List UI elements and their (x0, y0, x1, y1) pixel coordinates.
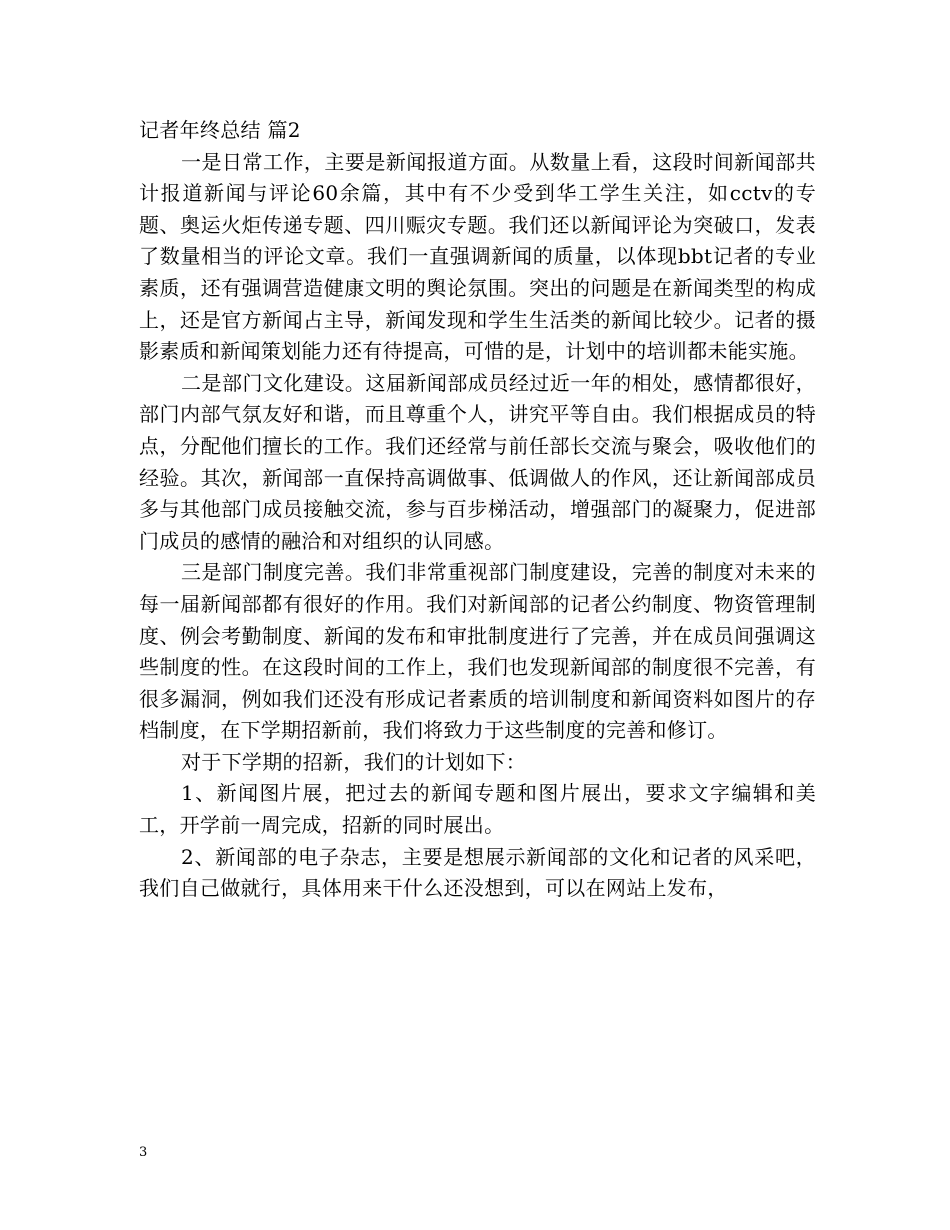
paragraph-recruitment-plan-intro: 对于下学期的招新，我们的计划如下： (181, 749, 527, 774)
paragraph-department-system: 三是部门制度完善。我们非常重视部门制度建设，完善的制度对未来的每一届新闻部都有很好的作用。我们对新闻部的记者公约制度、物资管理制度、例会考勤制度、新闻的发布和审批制度进行了完善，并在成员间强调这些制度的性。在这段时间的工作上，我们也发现新闻部的制度很不完善，有很多漏洞，例如我们还没有形成记者素质的培训制度和新闻资料如图片的存档制度，在下学期招新前，我们将致力于这些制度的完善和修订。 (139, 560, 816, 743)
paragraph-department-culture: 二是部门文化建设。这届新闻部成员经过近一年的相处，感情都很好，部门内部气氛友好和谐，而且尊重个人，讲究平等自由。我们根据成员的特点，分配他们擅长的工作。我们还经常与前任部长交流与聚会，吸收他们的经验。其次，新闻部一直保持高调做事、低调做人的作风，还让新闻部成员多与其他部门成员接触交流，参与百步梯活动，增强部门的凝聚力，促进部门成员的感情的融洽和对组织的认同感。 (139, 370, 816, 553)
paragraph-plan-item-1: 1、新闻图片展，把过去的新闻专题和图片展出，要求文字编辑和美工，开学前一周完成，招新的同时展出。 (139, 781, 816, 838)
document-body (139, 115, 816, 905)
page-number: 3 (139, 1145, 148, 1160)
paragraph-daily-work: 一是日常工作，主要是新闻报道方面。从数量上看，这段时间新闻部共计报道新闻与评论60余篇，其中有不少受到华工学生关注，如cctv的专题、奥运火炬传递专题、四川赈灾专题。我们还以新闻评论为突破口，发表了数量相当的评论文章。我们一直强调新闻的质量，以体现bbt记者的专业素质，还有强调营造健康文明的舆论氛围。突出的问题是在新闻类型的构成上，还是官方新闻占主导，新闻发现和学生生活类的新闻比较少。记者的摄影素质和新闻策划能力还有待提高，可惜的是，计划中的培训都未能实施。 (139, 149, 816, 364)
document-title: 记者年终总结 篇2 (139, 118, 301, 142)
paragraph-plan-item-2: 2、新闻部的电子杂志，主要是想展示新闻部的文化和记者的风采吧，我们自己做就行，具体用来干什么还没想到，可以在网站上发布， (139, 844, 816, 901)
